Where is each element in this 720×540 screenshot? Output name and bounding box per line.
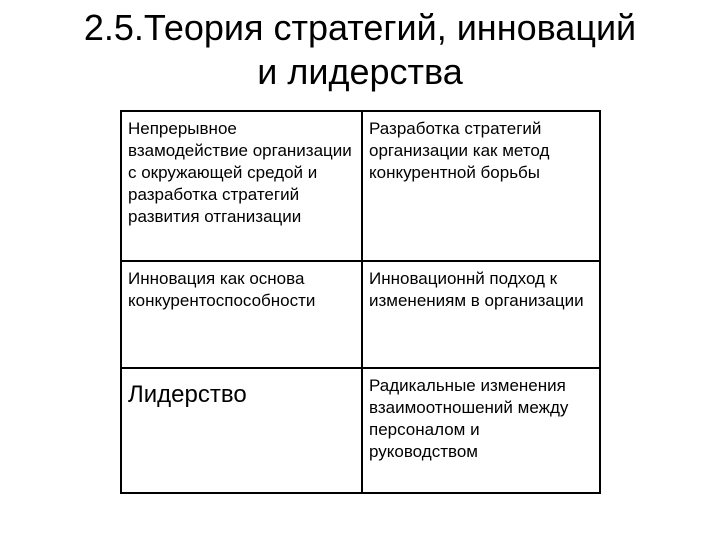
- table-cell-r3-c1: Лидерство: [128, 381, 247, 408]
- table-cell-r3-c2: Радикальные изменения взаимоотношений между персоналом и руководством: [369, 376, 569, 461]
- slide-title: [0, 6, 720, 94]
- table-cell-r2-c2: Инновационнй подход к изменениям в организации: [369, 269, 584, 310]
- table-cell-r1-c1: Непрерывное взамодействие организации с окружающей средой и разработка стратегий развития отганизации: [128, 119, 352, 226]
- table-cell-r2-c1: Инновация как основа конкурентоспособности: [128, 269, 316, 310]
- table-cell-r1-c2: Разработка стратегий организации как метод конкурентной борьбы: [369, 119, 550, 182]
- slide-title-line-2: и лидерства: [257, 51, 463, 92]
- concepts-table: [120, 110, 601, 494]
- slide-title-line-1: 2.5.Теория стратегий, инноваций: [83, 7, 637, 48]
